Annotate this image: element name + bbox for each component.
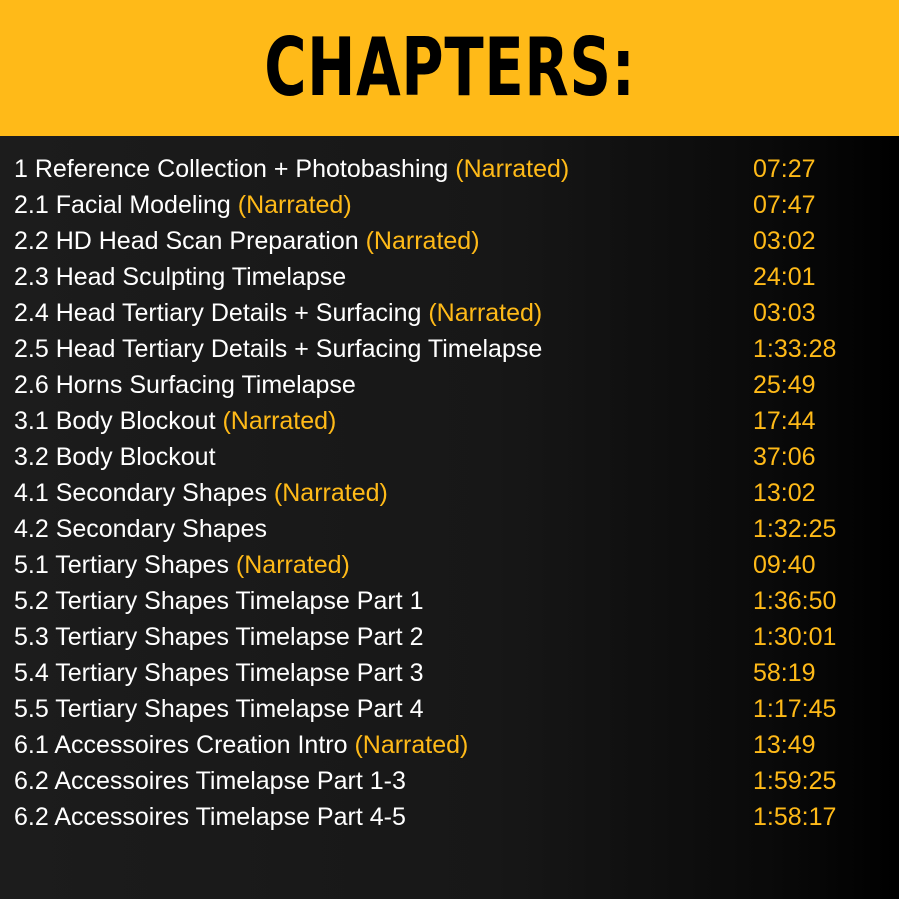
- chapter-title: 3.1 Body Blockout: [14, 407, 216, 435]
- chapter-duration: 1:36:50: [753, 587, 837, 615]
- chapter-duration: 13:49: [753, 731, 816, 759]
- chapter-row: [14, 547, 884, 583]
- chapter-title: 5.3 Tertiary Shapes Timelapse Part 2: [14, 623, 424, 651]
- chapter-row: [14, 799, 884, 835]
- chapter-row: [14, 511, 884, 547]
- chapter-title: 2.2 HD Head Scan Preparation: [14, 227, 359, 255]
- narrated-tag: (Narrated): [222, 407, 337, 435]
- chapter-row: [14, 763, 884, 799]
- chapter-duration: 07:27: [753, 155, 816, 183]
- narrated-tag: (Narrated): [235, 551, 350, 579]
- chapter-row: [14, 295, 884, 331]
- chapter-row: [14, 151, 884, 187]
- chapter-row: [14, 655, 884, 691]
- chapter-duration: 1:17:45: [753, 695, 837, 723]
- chapter-row: [14, 439, 884, 475]
- chapter-row: [14, 259, 884, 295]
- chapter-title: 5.1 Tertiary Shapes: [14, 551, 229, 579]
- chapter-title: 6.2 Accessoires Timelapse Part 4-5: [14, 803, 406, 831]
- chapter-duration: 1:33:28: [753, 335, 837, 363]
- chapter-duration: 09:40: [753, 551, 816, 579]
- chapter-duration: 1:59:25: [753, 767, 837, 795]
- chapter-row: [14, 619, 884, 655]
- chapter-row: [14, 727, 884, 763]
- narrated-tag: (Narrated): [455, 155, 570, 183]
- chapter-title: 2.4 Head Tertiary Details + Surfacing: [14, 299, 422, 327]
- chapter-row: [14, 187, 884, 223]
- narrated-tag: (Narrated): [428, 299, 543, 327]
- chapter-duration: 37:06: [753, 443, 816, 471]
- chapter-duration: 03:02: [753, 227, 816, 255]
- chapter-row: [14, 367, 884, 403]
- narrated-tag: (Narrated): [273, 479, 388, 507]
- chapter-title: 2.3 Head Sculpting Timelapse: [14, 263, 347, 291]
- chapter-title: 1 Reference Collection + Photobashing: [14, 155, 449, 183]
- chapter-duration: 07:47: [753, 191, 816, 219]
- chapter-duration: 1:58:17: [753, 803, 837, 831]
- chapter-duration: 13:02: [753, 479, 816, 507]
- chapter-row: [14, 403, 884, 439]
- chapter-duration: 1:30:01: [753, 623, 837, 651]
- chapter-title: 2.1 Facial Modeling: [14, 191, 231, 219]
- chapter-row: [14, 331, 884, 367]
- chapter-title: 4.1 Secondary Shapes: [14, 479, 267, 507]
- chapter-row: [14, 475, 884, 511]
- chapter-row: [14, 583, 884, 619]
- chapter-title: 4.2 Secondary Shapes: [14, 515, 267, 543]
- chapter-title: 2.6 Horns Surfacing Timelapse: [14, 371, 356, 399]
- chapter-title: 3.2 Body Blockout: [14, 443, 216, 471]
- chapter-title: 6.1 Accessoires Creation Intro: [14, 731, 348, 759]
- chapter-title: 2.5 Head Tertiary Details + Surfacing Timelapse: [14, 335, 543, 363]
- chapter-duration: 25:49: [753, 371, 816, 399]
- chapter-duration: 17:44: [753, 407, 816, 435]
- chapter-title: 6.2 Accessoires Timelapse Part 1-3: [14, 767, 406, 795]
- chapter-row: [14, 691, 884, 727]
- narrated-tag: (Narrated): [237, 191, 352, 219]
- chapter-list: [14, 151, 884, 835]
- page-title: CHAPTERS:: [263, 21, 636, 114]
- chapter-duration: 58:19: [753, 659, 816, 687]
- header-banner: [0, 0, 899, 136]
- chapter-duration: 24:01: [753, 263, 816, 291]
- chapter-title: 5.5 Tertiary Shapes Timelapse Part 4: [14, 695, 424, 723]
- chapter-title: 5.2 Tertiary Shapes Timelapse Part 1: [14, 587, 424, 615]
- chapter-duration: 03:03: [753, 299, 816, 327]
- chapter-duration: 1:32:25: [753, 515, 837, 543]
- narrated-tag: (Narrated): [354, 731, 469, 759]
- chapter-row: [14, 223, 884, 259]
- chapter-title: 5.4 Tertiary Shapes Timelapse Part 3: [14, 659, 424, 687]
- narrated-tag: (Narrated): [365, 227, 480, 255]
